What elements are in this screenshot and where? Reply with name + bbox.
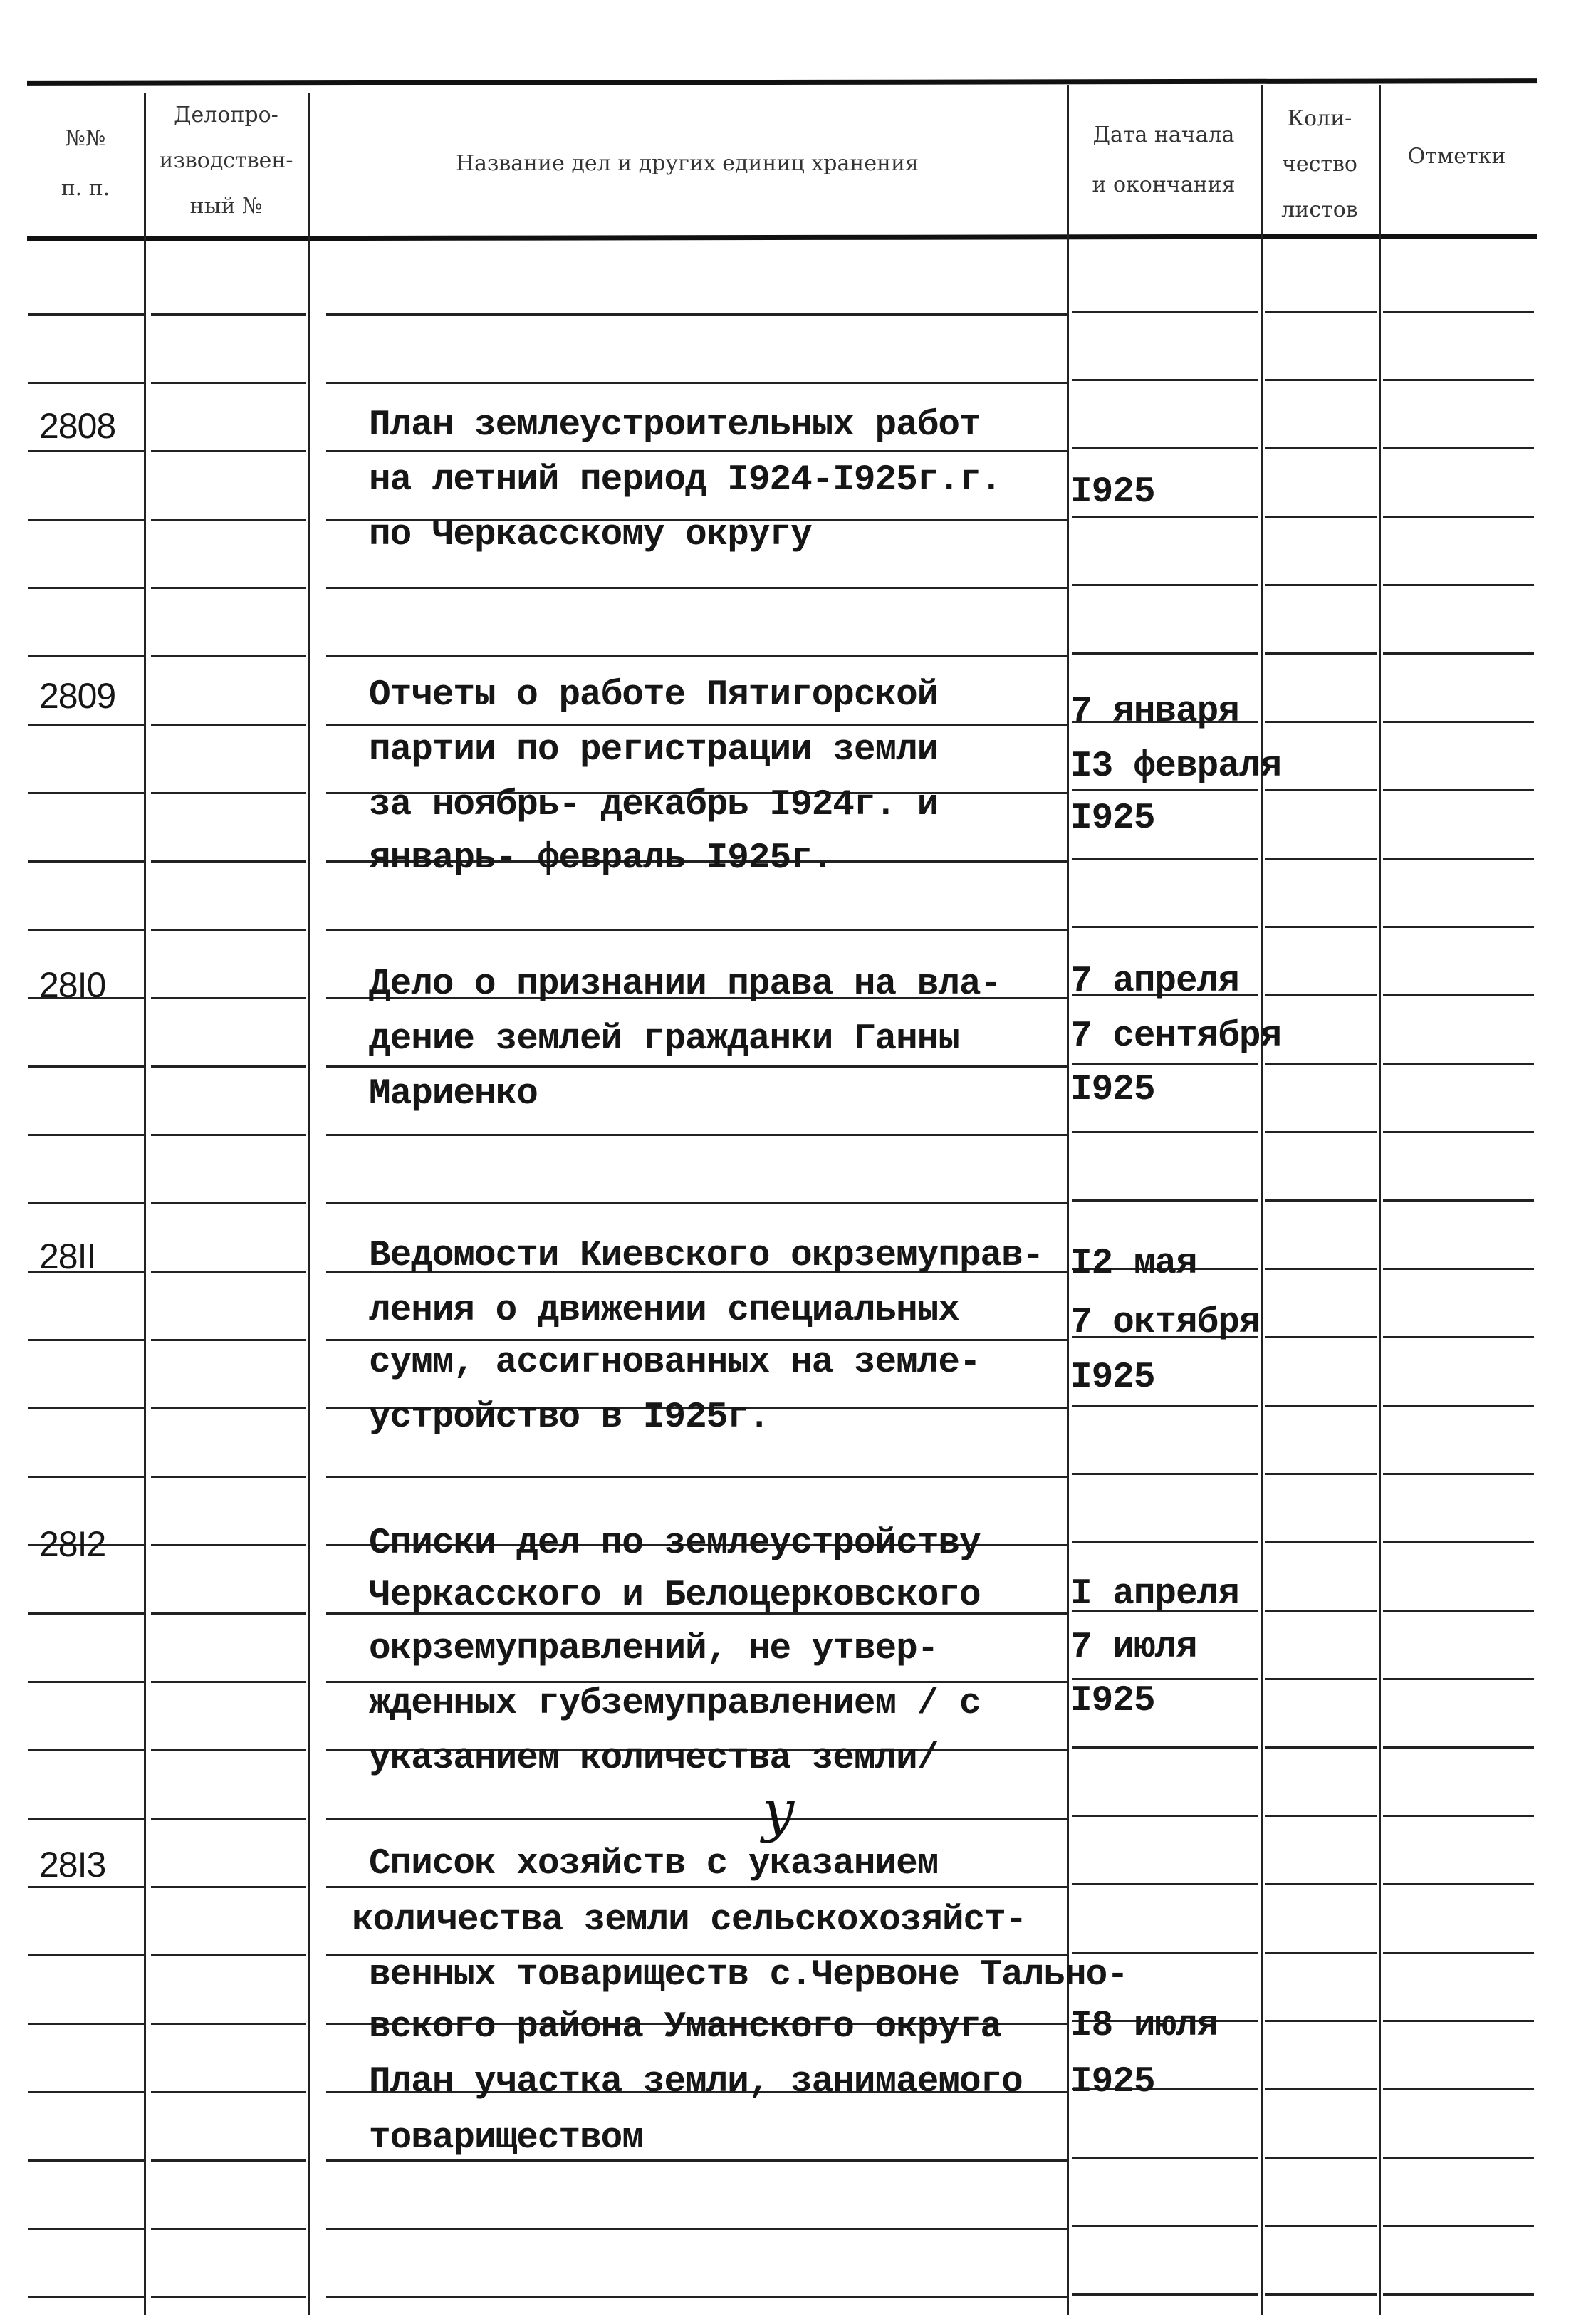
entry-number: 2808 [39,406,116,446]
ruled-line [326,1339,1067,1341]
ruled-line [28,860,144,863]
ruled-line [1072,1815,1258,1817]
ruled-line [1383,447,1534,449]
ruled-line [1072,1199,1258,1202]
ruled-line [1072,1405,1258,1407]
ruled-line [151,1202,306,1204]
entry-date: 7 января [1070,692,1239,732]
ruled-line [326,724,1067,726]
ruled-line [151,929,306,931]
ruled-line [1072,2225,1258,2227]
ruled-line [1265,1746,1377,1749]
ruled-line [28,792,144,794]
ruled-line [151,587,306,589]
ruled-line [326,1134,1067,1136]
ruled-line [1383,2088,1534,2090]
ruled-line [1265,379,1377,381]
header-number-line: п. п. [61,176,110,201]
ruled-line [28,1749,144,1751]
ruled-line [151,997,306,999]
ruled-line [326,2296,1067,2298]
ruled-line [1383,1063,1534,1065]
entry-date: I925 [1070,2062,1155,2102]
ruled-line [28,2091,144,2093]
header-notes: Отметки [1407,144,1506,169]
entry-title-line: партии по регистрации земли [369,730,939,771]
entry-title-line: ления о движении специальных [369,1291,959,1331]
entry-title-line: за ноябрь- декабрь I924г. и [369,785,939,825]
ruled-line [151,1476,306,1478]
ruled-line [28,1202,144,1204]
ruled-line [1072,2157,1258,2159]
ruled-line [1383,1610,1534,1612]
ruled-line [326,1065,1067,1068]
ruled-line [326,2228,1067,2230]
ruled-line [1383,1815,1534,1817]
entry-date: I925 [1070,798,1155,839]
ruled-line [1265,447,1377,449]
entry-date: I925 [1070,1070,1155,1110]
ruled-line [1383,721,1534,723]
ruled-line [1383,1883,1534,1885]
ruled-line [326,655,1067,657]
ruled-line [1072,1131,1258,1133]
entry-date: 7 сентября [1070,1016,1282,1057]
header-office-line: Делопро- [174,103,278,127]
ruled-line [1265,2157,1377,2159]
ruled-line [1265,516,1377,518]
ruled-line [151,792,306,794]
ruled-line [1265,858,1377,860]
header-top-rule [27,78,1537,86]
entry-number: 28I0 [39,965,106,1005]
entry-title-line: товариществом [369,2118,643,2159]
entry-title-line: на летний период I924-I925г.г. [369,460,1002,501]
entry-title-line: январь- февраль I925г. [369,838,833,879]
ruled-line [151,382,306,384]
ruled-line [326,1818,1067,1820]
ruled-line [28,1954,144,1956]
ruled-line [1072,516,1258,518]
column-divider [1261,85,1263,2315]
ruled-line [326,1202,1067,1204]
ruled-line [28,1818,144,1820]
header-dates-line: и окончания [1092,172,1236,197]
ruled-line [1072,858,1258,860]
ruled-line [1383,2020,1534,2022]
ruled-line [151,2023,306,2025]
entry-title-line: вского района Уманского округа [369,2007,1002,2048]
ruled-line [28,1612,144,1615]
header-dates [1068,110,1259,210]
ruled-line [1383,1199,1534,1202]
ruled-line [1265,1405,1377,1407]
ruled-line [1072,1063,1258,1065]
entry-title-line: Ведомости Киевского окрземуправ- [369,1236,1044,1276]
entry-title-line: Черкасского и Белоцерковского [369,1575,981,1616]
ruled-line [28,382,144,384]
ruled-line [28,1476,144,1478]
ruled-line [326,1476,1067,1478]
entry-title-line: Мариенко [369,1074,538,1115]
ruled-line [151,2091,306,2093]
ruled-line [326,929,1067,931]
header-bottom-rule [27,234,1537,241]
ruled-line [151,2159,306,2162]
ruled-line [1265,2020,1377,2022]
entry-title-line: количества земли сельскохозяйст- [352,1900,1027,1941]
entry-date: I апреля [1070,1574,1239,1615]
ruled-line [151,1407,306,1409]
ruled-line [1265,1610,1377,1612]
entry-title-line: Дело о признании права на вла- [369,964,1002,1005]
entry-date: I925 [1070,1681,1155,1721]
ruled-line [1072,584,1258,586]
entry-title-line: жденных губземуправлением / с [369,1684,981,1724]
ruled-line [1265,1678,1377,1680]
entry-title-line: устройство в I925г. [369,1397,770,1438]
ruled-line [326,382,1067,384]
ruled-line [1265,1063,1377,1065]
ruled-line [1383,789,1534,791]
ruled-line [1072,926,1258,928]
column-divider [144,93,146,2315]
entry-number: 28II [39,1236,96,1276]
ruled-line [1383,1952,1534,1954]
ruled-line [1383,1541,1534,1543]
ruled-line [1383,379,1534,381]
ruled-line [1265,789,1377,791]
ruled-line [326,587,1067,589]
ruled-line [1383,1336,1534,1338]
ruled-line [151,1134,306,1136]
ruled-line [1383,2225,1534,2227]
ruled-line [151,1681,306,1683]
entry-date: 7 июля [1070,1627,1197,1668]
ruled-line [1383,311,1534,313]
header-sheets-line: Коли- [1287,106,1352,131]
ruled-line [1383,652,1534,655]
ruled-line [151,1612,306,1615]
ruled-line [1265,311,1377,313]
header-office-line: изводствен- [159,148,293,173]
header-office-line: ный № [189,194,263,219]
ruled-line [151,724,306,726]
ruled-line [151,1886,306,1888]
entry-title-line: План участка земли, занимаемого [369,2062,1023,2102]
entry-date: I3 февраля [1070,746,1282,787]
entry-title-line: окрземуправлений, не утвер- [369,1629,939,1669]
ruled-line [1265,1199,1377,1202]
ruled-line [1265,2088,1377,2090]
ruled-line [28,1886,144,1888]
entry-date: 7 апреля [1070,962,1239,1002]
ruled-line [151,1954,306,1956]
ruled-line [151,313,306,316]
ruled-line [1265,2293,1377,2296]
entry-title-line: указанием количества земли/ [369,1739,939,1779]
ruled-line [1072,1746,1258,1749]
entry-title-line: дение землей гражданки Ганны [369,1019,959,1060]
ruled-line [151,1339,306,1341]
ruled-line [151,655,306,657]
entry-title-line: венных товариществ с.Червоне Тально- [369,1955,1128,1996]
ruled-line [1383,858,1534,860]
ruled-line [28,655,144,657]
ruled-line [28,1681,144,1683]
ruled-line [1265,994,1377,996]
entry-date: I925 [1070,1358,1155,1398]
ruled-line [28,2296,144,2298]
ruled-line [1072,1883,1258,1885]
ruled-line [28,1339,144,1341]
ruled-line [1265,1883,1377,1885]
ruled-line [1072,447,1258,449]
ruled-line [1383,2157,1534,2159]
ruled-line [28,2159,144,2162]
ruled-line [1383,584,1534,586]
ruled-line [1072,1473,1258,1475]
ruled-line [1265,2225,1377,2227]
ruled-line [1383,1746,1534,1749]
entry-title-line: Список хозяйств с указанием [369,1844,939,1885]
ruled-line [151,1818,306,1820]
entry-title-line: сумм, ассигнованных на земле- [369,1343,981,1383]
ruled-line [28,2228,144,2230]
ruled-line [1265,652,1377,655]
ruled-line [28,1134,144,1136]
ruled-line [1383,1678,1534,1680]
ruled-line [1383,1131,1534,1133]
entry-date: I8 июля [1070,2006,1218,2046]
ruled-line [326,1886,1067,1888]
ruled-line [1383,1473,1534,1475]
ruled-line [326,313,1067,316]
entry-number: 28I3 [39,1845,106,1885]
entry-title-line: Списки дел по землеустройству [369,1523,981,1564]
ruled-line [151,450,306,452]
ruled-line [1265,926,1377,928]
ruled-line [326,450,1067,452]
ruled-line [28,519,144,521]
header-number-line: №№ [65,126,106,151]
header-office-number [146,93,306,229]
column-divider [1379,85,1381,2315]
ruled-line [1383,1268,1534,1270]
ruled-line [1265,721,1377,723]
ruled-line [151,1544,306,1546]
ruled-line [1072,1952,1258,1954]
header-sheets-line: чество [1282,152,1357,177]
ruled-line [1072,652,1258,655]
ruled-line [1265,1473,1377,1475]
ruled-line [151,1271,306,1273]
ruled-line [1383,516,1534,518]
ruled-line [1383,994,1534,996]
ruled-line [28,724,144,726]
ruled-line [1265,1815,1377,1817]
ruled-line [1072,379,1258,381]
ruled-line [1383,2293,1534,2296]
entry-date: 7 октября [1070,1303,1261,1343]
entry-title-line: План землеустроительных работ [369,405,981,446]
entry-title-line: по Черкасскому округу [369,515,812,556]
header-sheets [1262,96,1377,233]
ruled-line [151,1749,306,1751]
handwritten-correction: у [762,1778,795,1844]
ruled-line [28,1407,144,1409]
header-dates-line: Дата начала [1092,123,1235,147]
ruled-line [151,1065,306,1068]
ruled-line [28,587,144,589]
ruled-line [1383,926,1534,928]
ruled-line [1072,789,1258,791]
ruled-line [28,2023,144,2025]
ruled-line [28,450,144,452]
ruled-line [1265,1336,1377,1338]
ruled-line [151,2228,306,2230]
header-title: Название дел и других единиц хранения [455,151,919,176]
entry-date: I2 мая [1070,1244,1197,1284]
entry-number: 2809 [39,676,116,716]
ruled-line [1265,1541,1377,1543]
ruled-line [151,2296,306,2298]
ruled-line [1265,1268,1377,1270]
ruled-line [1383,1405,1534,1407]
ruled-line [1265,1952,1377,1954]
column-divider [308,93,310,2315]
ruled-line [151,519,306,521]
header-number [28,114,142,214]
entry-number: 28I2 [39,1524,106,1564]
entry-title-line: Отчеты о работе Пятигорской [369,675,939,716]
ruled-line [28,929,144,931]
ruled-line [1265,1131,1377,1133]
ruled-line [1265,584,1377,586]
ruled-line [28,1065,144,1068]
ruled-line [28,313,144,316]
header-sheets-line: листов [1281,197,1358,222]
entry-date: I925 [1070,472,1155,513]
ruled-line [151,860,306,863]
ruled-line [1072,1541,1258,1543]
ruled-line [1072,2293,1258,2296]
ruled-line [1072,311,1258,313]
